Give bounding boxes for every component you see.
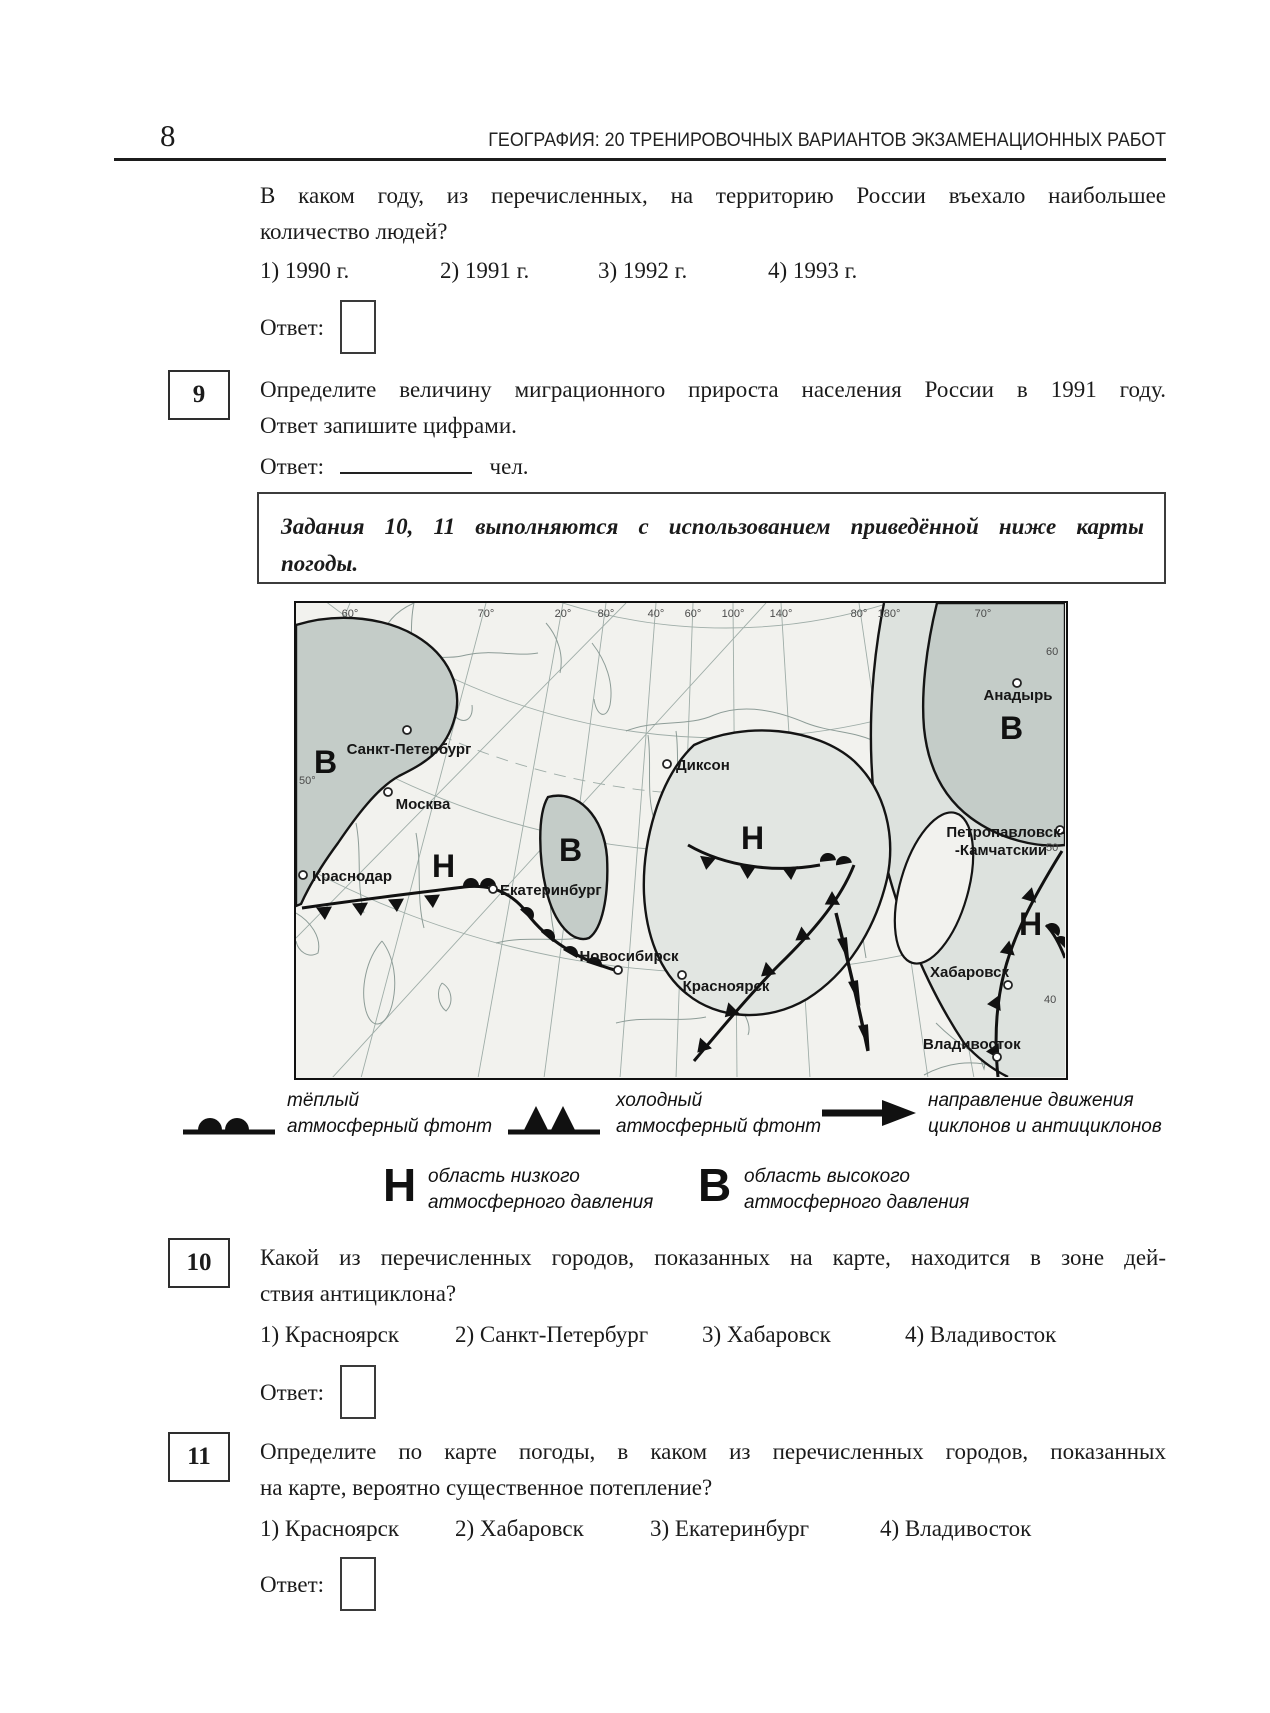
q10-answer-label: Ответ: bbox=[260, 1380, 325, 1405]
q11-number-box: 11 bbox=[168, 1432, 230, 1482]
q9-answer-unit: чел. bbox=[489, 454, 529, 479]
q9-answer-label: Ответ: bbox=[260, 454, 325, 479]
q9-number-box: 9 bbox=[168, 370, 230, 420]
krasnoyarsk-label: Красноярск bbox=[682, 978, 770, 995]
grid-label: 70° bbox=[477, 608, 495, 620]
q11-options bbox=[260, 1516, 1166, 1546]
low-pressure-symbol: Н bbox=[383, 1159, 417, 1211]
note-line1: Задания 10, 11 выполняются с использованием приведённой ниже карты bbox=[281, 514, 1144, 539]
moscow-dot bbox=[384, 788, 392, 796]
grid-label: 180° bbox=[877, 608, 901, 620]
header-title: ГЕОГРАФИЯ: 20 ТРЕНИРОВОЧНЫХ ВАРИАНТОВ ЭКЗАМЕНАЦИОННЫХ РАБОТ bbox=[488, 130, 1166, 151]
grid-label-left: 50° bbox=[299, 775, 316, 787]
grid-label: 80° bbox=[850, 608, 868, 620]
header-rule bbox=[114, 158, 1166, 161]
q10-number-box: 10 bbox=[168, 1238, 230, 1288]
q11-option-1: 1) Красноярск bbox=[260, 1516, 399, 1541]
q8-options bbox=[260, 258, 1166, 288]
warm-front-label-line1: тёплый bbox=[287, 1090, 360, 1111]
grid-label: 60° bbox=[341, 608, 359, 620]
grid-label-right: 50 bbox=[1046, 842, 1059, 854]
moscow-label: Москва bbox=[395, 796, 451, 813]
ekaterinburg-label: Екатеринбург bbox=[500, 882, 602, 899]
q8-answer-box[interactable] bbox=[340, 300, 376, 354]
q8-option-2: 2) 1991 г. bbox=[440, 258, 530, 283]
q9-answer-row bbox=[260, 452, 529, 480]
low-pressure-label-line2: атмосферного давления bbox=[428, 1192, 654, 1213]
novosibirsk-label: Новосибирск bbox=[579, 948, 679, 965]
dikson-dot bbox=[663, 760, 671, 768]
note-box bbox=[257, 492, 1166, 584]
grid-label: 80° bbox=[597, 608, 615, 620]
q8-option-1: 1) 1990 г. bbox=[260, 258, 350, 283]
q11-answer-box[interactable] bbox=[340, 1557, 376, 1611]
krasnodar-dot bbox=[299, 871, 307, 879]
weather-map-svg bbox=[296, 603, 1065, 1077]
low-letter-fareast: Н bbox=[1019, 906, 1043, 942]
q10-option-1: 1) Красноярск bbox=[260, 1322, 399, 1347]
grid-label: 140° bbox=[769, 608, 793, 620]
low-letter-west: Н bbox=[432, 848, 456, 884]
cyclone-direction-arrow-icon bbox=[822, 1098, 916, 1128]
high-letter-anadyr: В bbox=[1000, 710, 1024, 746]
ekaterinburg-dot bbox=[489, 885, 497, 893]
q8-option-4: 4) 1993 г. bbox=[768, 258, 858, 283]
khabarovsk-label: Хабаровск bbox=[930, 964, 1009, 981]
q9-answer-blank[interactable] bbox=[340, 452, 472, 474]
krasnodar-label: Краснодар bbox=[312, 868, 393, 885]
high-letter-northwest: В bbox=[314, 744, 338, 780]
grid-label: 60° bbox=[684, 608, 702, 620]
q9-text-line2: Ответ запишите цифрами. bbox=[260, 413, 517, 438]
high-pressure-label-line1: область высокого bbox=[744, 1166, 910, 1187]
anadyr-dot bbox=[1013, 679, 1021, 687]
grid-label: 20° bbox=[554, 608, 572, 620]
grid-label: 100° bbox=[721, 608, 745, 620]
q11-answer-label: Ответ: bbox=[260, 1572, 325, 1597]
warm-front-label bbox=[287, 1088, 492, 1140]
note-line2: погоды. bbox=[281, 551, 359, 576]
spb-label: Санкт-Петербург bbox=[346, 741, 472, 758]
q10-options bbox=[260, 1322, 1166, 1352]
q10-option-3: 3) Хабаровск bbox=[702, 1322, 831, 1347]
vladivostok-dot bbox=[993, 1053, 1001, 1061]
q10-option-2: 2) Санкт-Петербург bbox=[455, 1322, 649, 1347]
page-number: 8 bbox=[160, 118, 176, 153]
warm-front-label-line2: атмосферный фтонт bbox=[287, 1116, 493, 1137]
q10-text-line1: Какой из перечисленных городов, показанных на карте, находится в зоне дей- bbox=[260, 1245, 1166, 1270]
q11-option-4: 4) Владивосток bbox=[880, 1516, 1032, 1541]
q11-option-3: 3) Екатеринбург bbox=[650, 1516, 810, 1541]
grid-label-right: 60 bbox=[1046, 646, 1059, 658]
q10-text-line2: ствия антициклона? bbox=[260, 1281, 457, 1306]
khabarovsk-dot bbox=[1004, 981, 1012, 989]
q9-text-line1: Определите величину миграционного прироста населения России в 1991 году. bbox=[260, 377, 1166, 402]
cold-front-label-line1: холодный bbox=[616, 1090, 703, 1111]
warm-front-symbol bbox=[183, 1100, 275, 1138]
spb-dot bbox=[403, 726, 411, 734]
dikson-label: Диксон bbox=[676, 757, 730, 774]
q8-text-line1: В каком году, из перечисленных, на территорию России въехало наибольшее bbox=[260, 183, 1166, 208]
grid-label-right: 40 bbox=[1044, 994, 1057, 1006]
q8-option-3: 3) 1992 г. bbox=[598, 258, 688, 283]
cold-front-symbol bbox=[508, 1100, 600, 1138]
novosibirsk-dot bbox=[614, 966, 622, 974]
petropavlovsk-label-line2: -Камчатский bbox=[954, 842, 1048, 859]
q11-text-line1: Определите по карте погоды, в каком из перечисленных городов, показанных bbox=[260, 1439, 1166, 1464]
low-pressure-label-line1: область низкого bbox=[428, 1166, 580, 1187]
cold-front-label-line2: атмосферный фтонт bbox=[616, 1116, 822, 1137]
cold-front-label bbox=[616, 1088, 821, 1140]
direction-label-line2: циклонов и антициклонов bbox=[928, 1116, 1162, 1137]
low-pressure-label bbox=[428, 1164, 653, 1216]
grid-label: 70° bbox=[974, 608, 992, 620]
q10-answer-box[interactable] bbox=[340, 1365, 376, 1419]
high-pressure-label-line2: атмосферного давления bbox=[744, 1192, 970, 1213]
q8-answer-label: Ответ: bbox=[260, 315, 325, 340]
weather-map bbox=[294, 601, 1068, 1080]
q11-text-line2: на карте, вероятно существенное потепление? bbox=[260, 1475, 713, 1500]
q8-text-line2: количество людей? bbox=[260, 219, 448, 244]
q11-option-2: 2) Хабаровск bbox=[455, 1516, 584, 1541]
petropavlovsk-label-line1: Петропавловск- bbox=[946, 824, 1065, 841]
high-pressure-label bbox=[744, 1164, 969, 1216]
low-letter-central: Н bbox=[741, 820, 765, 856]
high-pressure-symbol: В bbox=[698, 1159, 732, 1211]
direction-label bbox=[928, 1088, 1162, 1140]
direction-label-line1: направление движения bbox=[928, 1090, 1134, 1111]
q10-option-4: 4) Владивосток bbox=[905, 1322, 1057, 1347]
grid-label: 40° bbox=[647, 608, 665, 620]
high-letter-ural: В bbox=[559, 832, 583, 868]
anadyr-label: Анадырь bbox=[983, 687, 1053, 704]
vladivostok-label: Владивосток bbox=[923, 1036, 1021, 1053]
